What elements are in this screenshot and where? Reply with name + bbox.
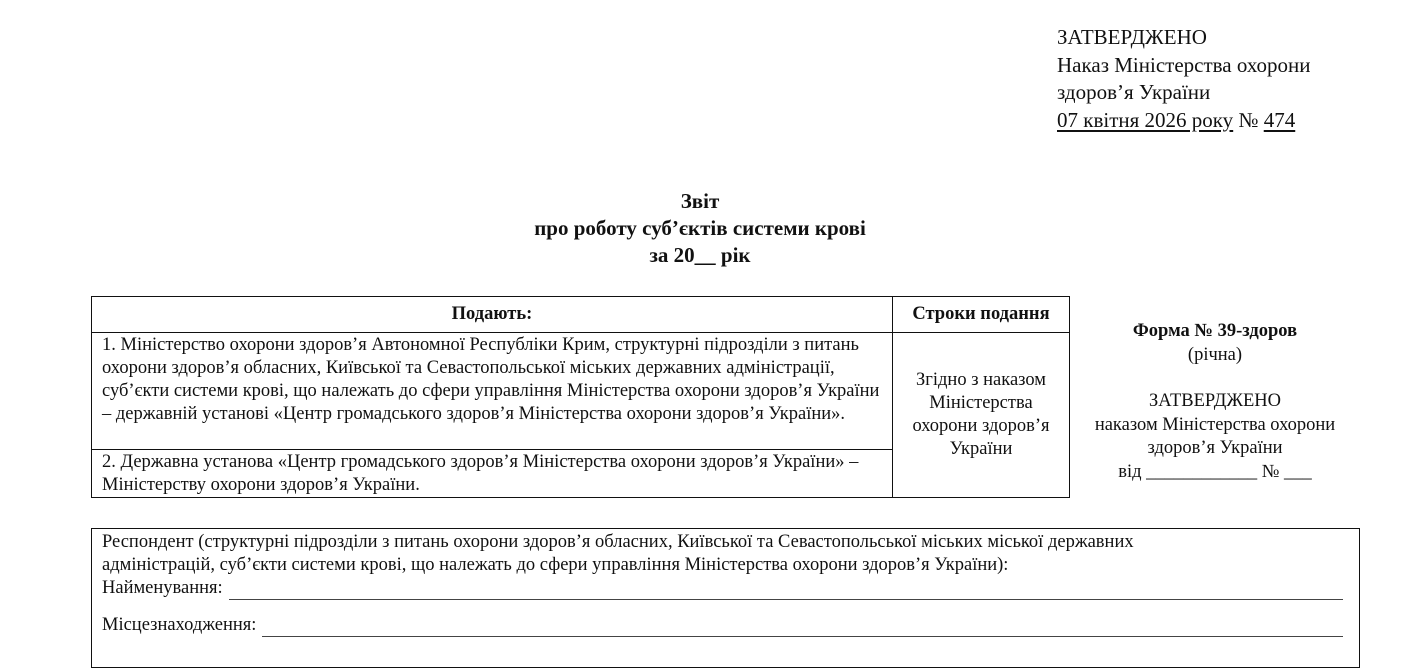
name-input-line[interactable] [229, 582, 1343, 600]
form-approved-heading: ЗАТВЕРДЖЕНО [1148, 391, 1282, 411]
approval-date-line [1057, 107, 1311, 135]
approval-heading: ЗАТВЕРДЖЕНО [1057, 25, 1207, 49]
respondent-box [91, 528, 1360, 668]
approval-number: 474 [1263, 107, 1296, 132]
approval-stamp-top [1057, 24, 1311, 134]
spacer [1070, 367, 1360, 390]
table-row [92, 333, 1070, 450]
approval-line-2: здоров’я України [1057, 80, 1211, 104]
approval-line-1: Наказ Міністерства охорони [1057, 52, 1311, 77]
form-number: Форма № 39-здоров [1132, 321, 1298, 341]
location-label: Місцезнаходження: [102, 615, 257, 635]
title-line-2: про роботу суб’єктів системи крові [534, 216, 866, 240]
form-periodicity: (річна) [1187, 344, 1243, 365]
form-approved-line-1: наказом Міністерства охорони [1094, 414, 1336, 435]
form-info-block [1070, 320, 1360, 484]
header-submitters: Подають: [92, 297, 893, 333]
form-approved-line-2: здоров’я України [1147, 438, 1283, 458]
report-title [400, 188, 1000, 269]
title-line-3: за 20__ рік [649, 243, 751, 267]
submitters-table [91, 296, 1070, 498]
respondent-description: Респондент (структурні підрозділи з питань охорони здоров’я обласних, Київської та Севастопольської міських міської державних адміністрацій, суб’єкти системи крові, що належать до сфери управління Міністерства охорони здоров’я України): [102, 532, 1134, 575]
submitter-cell-1: 1. Міністерство охорони здоров’я Автономної Республіки Крим, структурні підрозділи з питань охорони здоров’я обласних, Київської та Севастопольської міських державних адміністрації, суб’єкти системи крові, що належать до сфери управління Міністерства охорони здоров’я України – державній установі «Центр громадського здоров’я Міністерства охорони здоров’я України». [92, 333, 893, 450]
header-deadlines: Строки подання [893, 297, 1070, 333]
table-header-row [92, 297, 1070, 333]
submitter-cell-2: 2. Державна установа «Центр громадського здоров’я Міністерства охорони здоров’я України» – Міністерству охорони здоров’я України. [92, 450, 893, 498]
approval-date: 07 квітня 2026 року [1057, 107, 1234, 132]
title-line-1: Звіт [680, 189, 720, 213]
name-field-row [102, 577, 1349, 600]
number-sign: № [1238, 107, 1259, 132]
deadline-cell: Згідно з наказом Міністерства охорони здоров’я України [893, 333, 1070, 498]
name-label: Найменування: [102, 578, 223, 598]
location-input-line[interactable] [262, 619, 1343, 637]
spacer [102, 600, 1349, 614]
location-field-row [102, 614, 1349, 637]
form-approved-date-line: від ____________ № ___ [1118, 461, 1312, 482]
